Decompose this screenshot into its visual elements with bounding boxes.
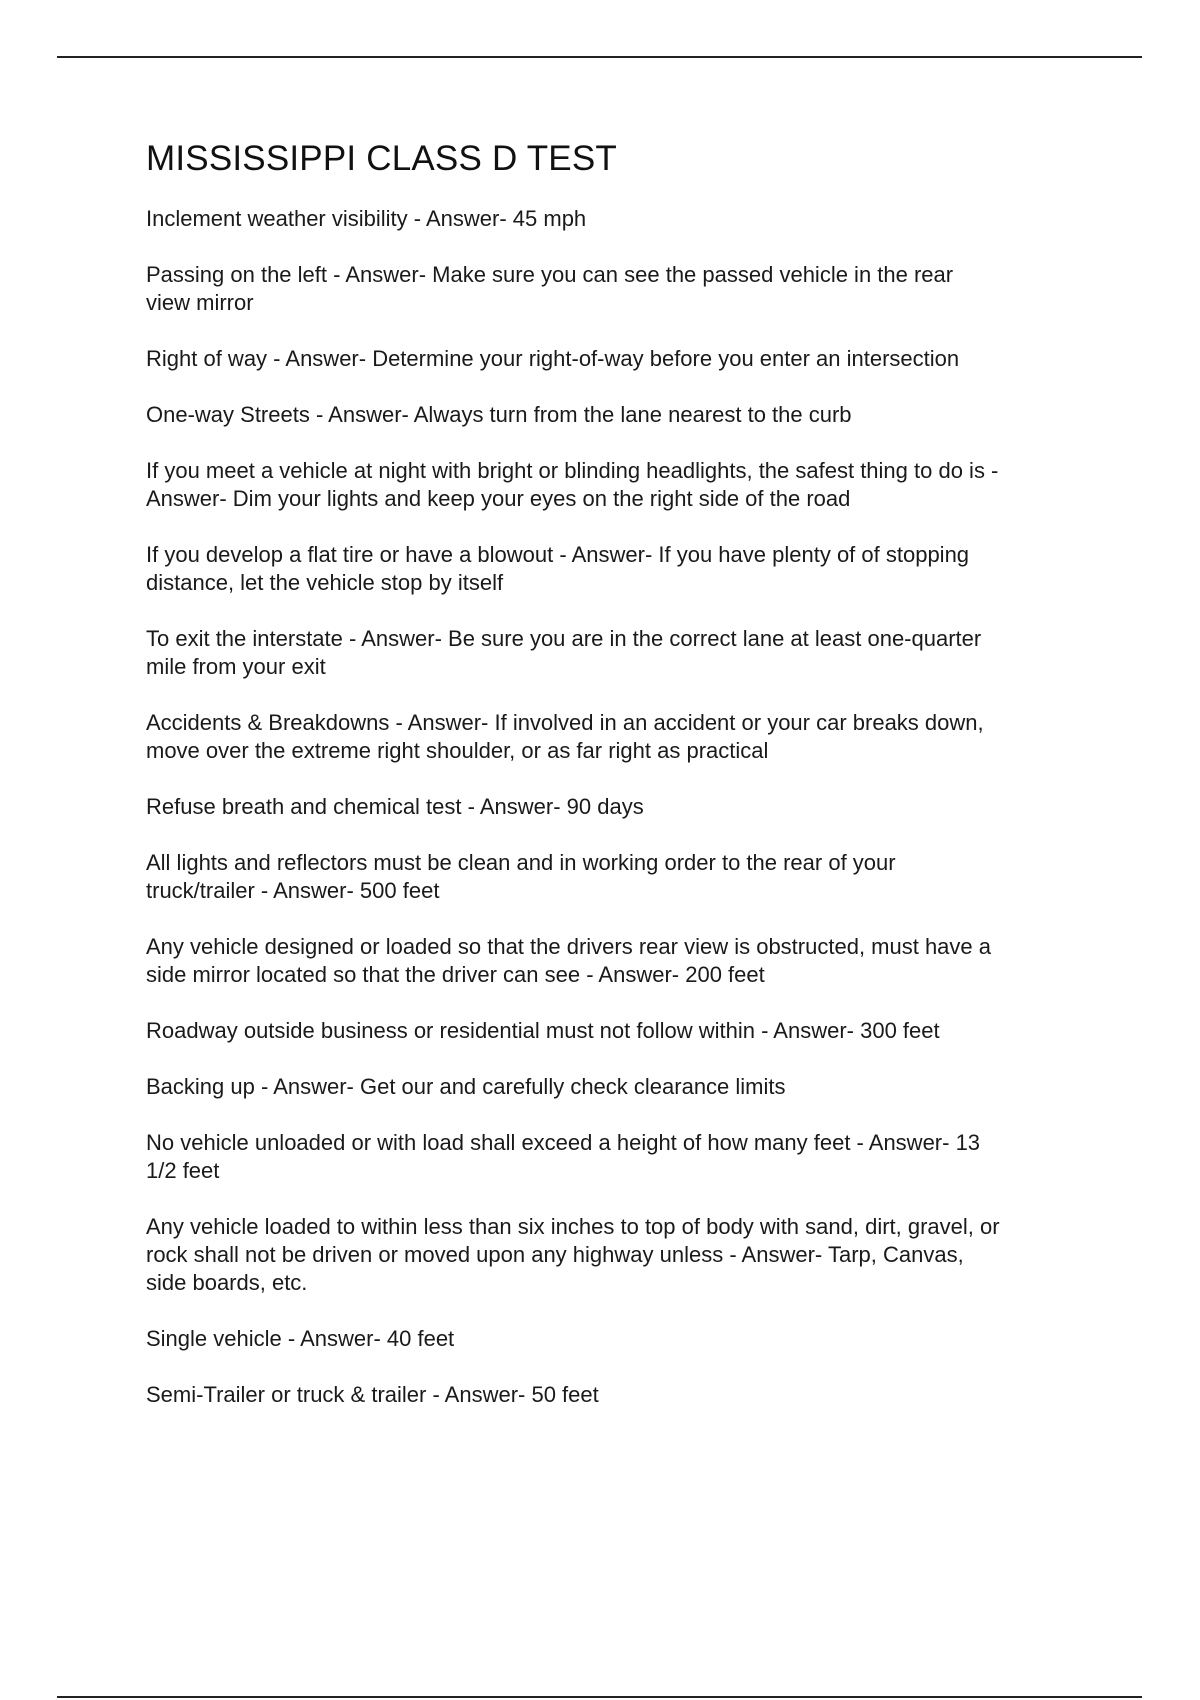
qa-list	[146, 205, 1096, 1409]
qa-item: Roadway outside business or residential must not follow within - Answer- 300 feet	[146, 1018, 940, 1043]
qa-item: To exit the interstate - Answer- Be sure you are in the correct lane at least one-quarter mile from your exit	[146, 626, 982, 679]
qa-item: All lights and reflectors must be clean and in working order to the rear of your truck/trailer - Answer- 500 feet	[146, 850, 896, 903]
qa-item: Any vehicle designed or loaded so that the drivers rear view is obstructed, must have a side mirror located so that the driver can see - Answer- 200 feet	[146, 934, 992, 987]
qa-item: Refuse breath and chemical test - Answer- 90 days	[146, 794, 644, 819]
document-title: MISSISSIPPI CLASS D TEST	[146, 139, 617, 178]
qa-item: If you meet a vehicle at night with bright or blinding headlights, the safest thing to do is - Answer- Dim your lights and keep your eyes on the right side of the road	[146, 458, 999, 511]
qa-item: Right of way - Answer- Determine your right-of-way before you enter an intersection	[146, 346, 960, 371]
qa-item: One-way Streets - Answer- Always turn from the lane nearest to the curb	[146, 402, 852, 427]
qa-item: Any vehicle loaded to within less than six inches to top of body with sand, dirt, gravel, or rock shall not be driven or moved upon any highway unless - Answer- Tarp, Canvas, side boards, etc.	[146, 1214, 1000, 1295]
qa-item: Semi-Trailer or truck & trailer - Answer- 50 feet	[146, 1382, 599, 1407]
footer-rule	[57, 1696, 1142, 1698]
qa-item: Passing on the left - Answer- Make sure you can see the passed vehicle in the rear view mirror	[146, 262, 954, 315]
qa-item: Backing up - Answer- Get our and carefully check clearance limits	[146, 1074, 786, 1099]
document-body	[146, 138, 1096, 1437]
qa-item: No vehicle unloaded or with load shall exceed a height of how many feet - Answer- 13 1/2 feet	[146, 1130, 981, 1183]
qa-item: Inclement weather visibility - Answer- 45 mph	[146, 206, 587, 231]
header-rule	[57, 56, 1142, 58]
qa-item: Single vehicle - Answer- 40 feet	[146, 1326, 455, 1351]
qa-item: If you develop a flat tire or have a blowout - Answer- If you have plenty of of stopping distance, let the vehicle stop by itself	[146, 542, 970, 595]
qa-item: Accidents & Breakdowns - Answer- If involved in an accident or your car breaks down, move over the extreme right shoulder, or as far right as practical	[146, 710, 984, 763]
